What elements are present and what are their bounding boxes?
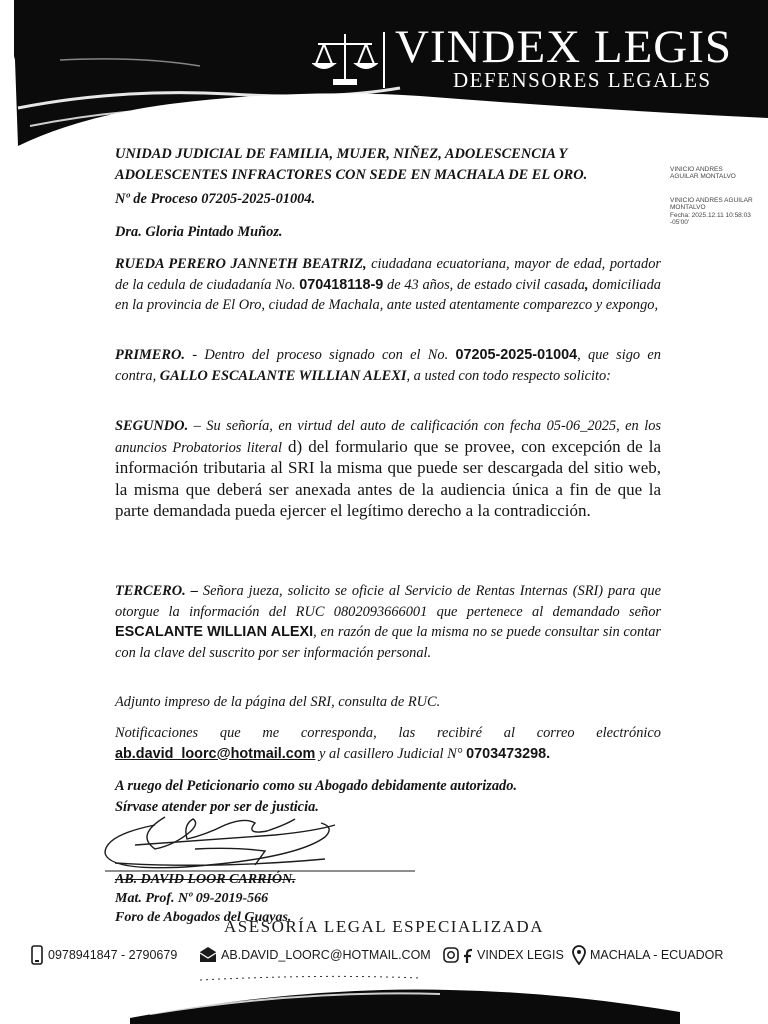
notifications-paragraph <box>115 723 661 764</box>
intro-text: domiciliada en la provincia de El Oro, ciudad de Machala, ante usted atentamente comparezco y expongo, <box>115 276 661 314</box>
footer-phone <box>30 944 177 966</box>
notifications-text: Notificaciones que me corresponda, las recibiré al correo electrónico <box>115 725 661 741</box>
notifications-text: y al casillero Judicial N° <box>315 745 467 762</box>
stamp-line: Fecha: 2025.12.11 10:58:03 <box>670 211 751 219</box>
intro-text: de 43 años, de estado civil casada <box>383 276 585 293</box>
instagram-facebook-icon <box>443 946 473 964</box>
stamp-line: VINICIO ANDRES <box>670 166 723 173</box>
process-number: Nº de Proceso 07205-2025-01004. <box>115 191 316 207</box>
phone-icon <box>30 945 44 965</box>
brand-title: VINDEX LEGIS <box>395 21 733 73</box>
stamp-line: -05'00' <box>670 219 690 227</box>
stamp-line: AGUILAR MONTALVO <box>670 173 736 181</box>
primero-label: PRIMERO. <box>115 347 185 363</box>
footer-location-text: MACHALA - ECUADOR <box>590 948 724 962</box>
phone-numbers: 0978941847 - 2790679 <box>48 948 178 962</box>
location-pin-icon <box>572 945 586 965</box>
addressee-line: ADOLESCENTES INFRACTORES CON SEDE EN MACHALA DE EL ORO. <box>115 166 588 183</box>
paragraph-segundo <box>115 416 661 523</box>
tercero-label: TERCERO. – <box>115 583 198 599</box>
footer-location <box>572 944 723 966</box>
id-number: 070418118-9 <box>299 276 384 293</box>
paragraph-tercero <box>115 581 661 663</box>
segundo-label: SEGUNDO. <box>115 418 189 434</box>
judge-name: Dra. Gloria Pintado Muñoz. <box>115 224 283 240</box>
primero-text: , que sigo en contra, <box>115 347 661 384</box>
attachment-note: Adjunto impreso de la página del SRI, consulta de RUC. <box>115 694 441 710</box>
intro-comma: , <box>584 276 589 293</box>
lawyer-forum: Foro de Abogados del Guayas. <box>115 910 292 925</box>
footer-email-text[interactable]: AB.DAVID_LOORC@HOTMAIL.COM <box>221 948 431 962</box>
closing-line: A ruego del Peticionario como su Abogado debidamente autorizado. <box>115 778 518 794</box>
digital-signature-stamp <box>670 166 753 227</box>
brand-subtitle: DEFENSORES LEGALES <box>453 68 712 92</box>
process-number-inline: 07205-2025-01004 <box>455 347 578 363</box>
segundo-text: – Su señoría, en virtud del auto de calificación con fecha 05-06_2025, en los anuncios Probatorios literal <box>115 418 661 456</box>
footer-title: ASESORÍA LEGAL ESPECIALIZADA <box>224 917 544 936</box>
defendant-name-inline: ESCALANTE WILLIAN ALEXI <box>115 624 314 641</box>
petitioner-name: RUEDA PERERO JANNETH BEATRIZ, <box>115 256 367 272</box>
addressee-line: UNIDAD JUDICIAL DE FAMILIA, MUJER, NIÑEZ, ADOLESCENCIA Y <box>115 146 568 162</box>
footer-banner <box>0 968 768 1024</box>
envelope-icon <box>199 947 217 963</box>
intro-text: ciudadana ecuatoriana, mayor de edad, portador de la cedula de ciudadanía No. <box>115 256 661 293</box>
footer-social-text: VINDEX LEGIS <box>477 948 564 962</box>
judicial-box-number: 0703473298. <box>466 745 551 762</box>
scales-of-justice-icon <box>312 30 378 88</box>
footer-email <box>199 944 431 966</box>
lawyer-license: Mat. Prof. Nº 09-2019-566 <box>115 891 269 906</box>
closing-line: Sírvase atender por ser de justicia. <box>115 798 319 815</box>
primero-text: - Dentro del proceso signado con el No. <box>184 347 456 363</box>
lawyer-email-link[interactable]: ab.david_loorc@hotmail.com <box>115 745 316 762</box>
defendant-name: GALLO ESCALANTE WILLIAN ALEXI <box>159 367 407 384</box>
tercero-text: , en razón de que la misma no se puede consultar sin contar con la clave del suscrito por ser información personal. <box>115 624 661 661</box>
intro-paragraph <box>115 254 661 316</box>
paragraph-primero <box>115 345 661 386</box>
tercero-text: Señora jueza, solicito se oficie al Servicio de Rentas Internas (SRI) para que otorgue la información del RUC 0802093666001 que pertenece al demandado señor <box>115 583 661 620</box>
addressee <box>115 144 661 185</box>
stamp-line: MONTALVO <box>670 204 706 212</box>
primero-text: , a usted con todo respecto solicito: <box>406 367 611 384</box>
segundo-text-large: d) del formulario que se provee, con excepción de la información tributaria al SRI la misma que puede ser descargada del sitio web, la misma que deberá ser anexada antes de la audiencia única a fin de que la parte demandada pueda ejercer el legítimo derecho a la contradicción. <box>115 436 661 521</box>
footer-social <box>443 944 564 966</box>
stamp-line: VINICIO ANDRES AGUILAR <box>670 196 753 204</box>
lawyer-name: AB. DAVID LOOR CARRIÓN. <box>115 872 296 887</box>
